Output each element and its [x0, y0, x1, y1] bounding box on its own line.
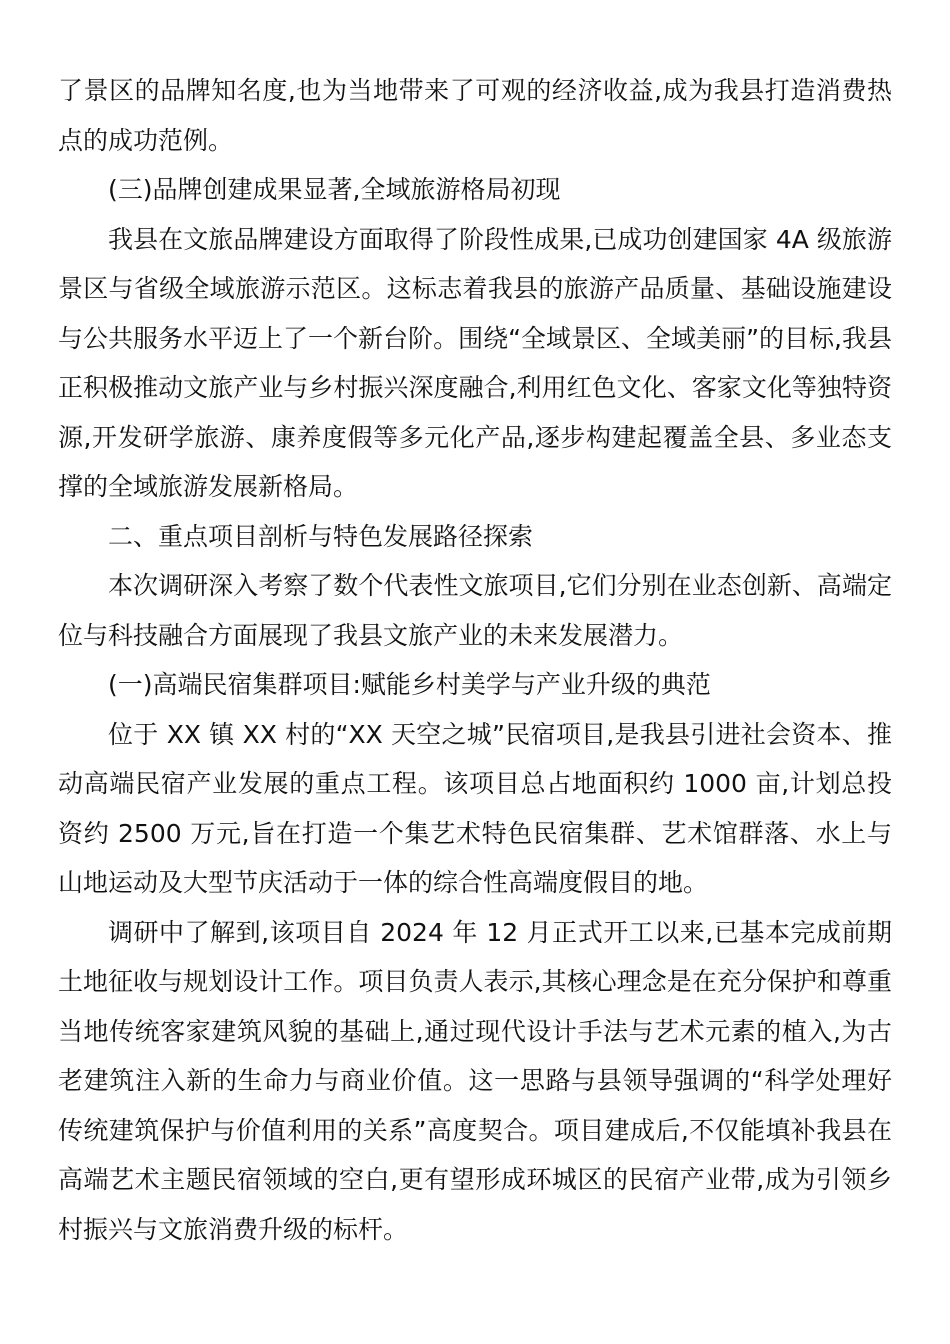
paragraph-homestay-project: 位于 XX 镇 XX 村的“XX 天空之城”民宿项目,是我县引进社会资本、推动高端民宿产业发展的重点工程。该项目总占地面积约 1000 亩,计划总投资约 2500 万元,旨在打造一个集艺术特色民宿集群、艺术馆群落、水上与山地运动及大型节庆活动于一体的综合性高端度假目的地。	[58, 719, 892, 897]
paragraph-brand-building: 我县在文旅品牌建设方面取得了阶段性成果,已成功创建国家 4A 级旅游景区与省级全域旅游示范区。这标志着我县的旅游产品质量、基础设施建设与公共服务水平迈上了一个新台阶。围绕“全域景区、全域美丽”的目标,我县正积极推动文旅产业与乡村振兴深度融合,利用红色文化、客家文化等独特资源,开发研学旅游、康养度假等多元化产品,逐步构建起覆盖全县、多业态支撑的全域旅游发展新格局。	[58, 224, 892, 501]
paragraph-continuation: 了景区的品牌知名度,也为当地带来了可观的经济收益,成为我县打造消费热点的成功范例。	[58, 76, 892, 155]
section-heading-key-projects: 二、重点项目剖析与特色发展路径探索	[108, 521, 534, 551]
subheading-homestay-cluster: (一)高端民宿集群项目:赋能乡村美学与产业升级的典范	[108, 670, 711, 699]
subheading-brand-achievements: (三)品牌创建成果显著,全域旅游格局初现	[108, 175, 561, 204]
document-page	[58, 66, 892, 1254]
paragraph-project-progress: 调研中了解到,该项目自 2024 年 12 月正式开工以来,已基本完成前期土地征收与规划设计工作。项目负责人表示,其核心理念是在充分保护和尊重当地传统客家建筑风貌的基础上,通过现代设计手法与艺术元素的植入,为古老建筑注入新的生命力与商业价值。这一思路与县领导强调的“科学处理好传统建筑保护与价值利用的关系”高度契合。项目建成后,不仅能填补我县在高端艺术主题民宿领域的空白,更有望形成环城区的民宿产业带,成为引领乡村振兴与文旅消费升级的标杆。	[58, 917, 892, 1244]
paragraph-research-overview: 本次调研深入考察了数个代表性文旅项目,它们分别在业态创新、高端定位与科技融合方面展现了我县文旅产业的未来发展潜力。	[58, 571, 892, 650]
